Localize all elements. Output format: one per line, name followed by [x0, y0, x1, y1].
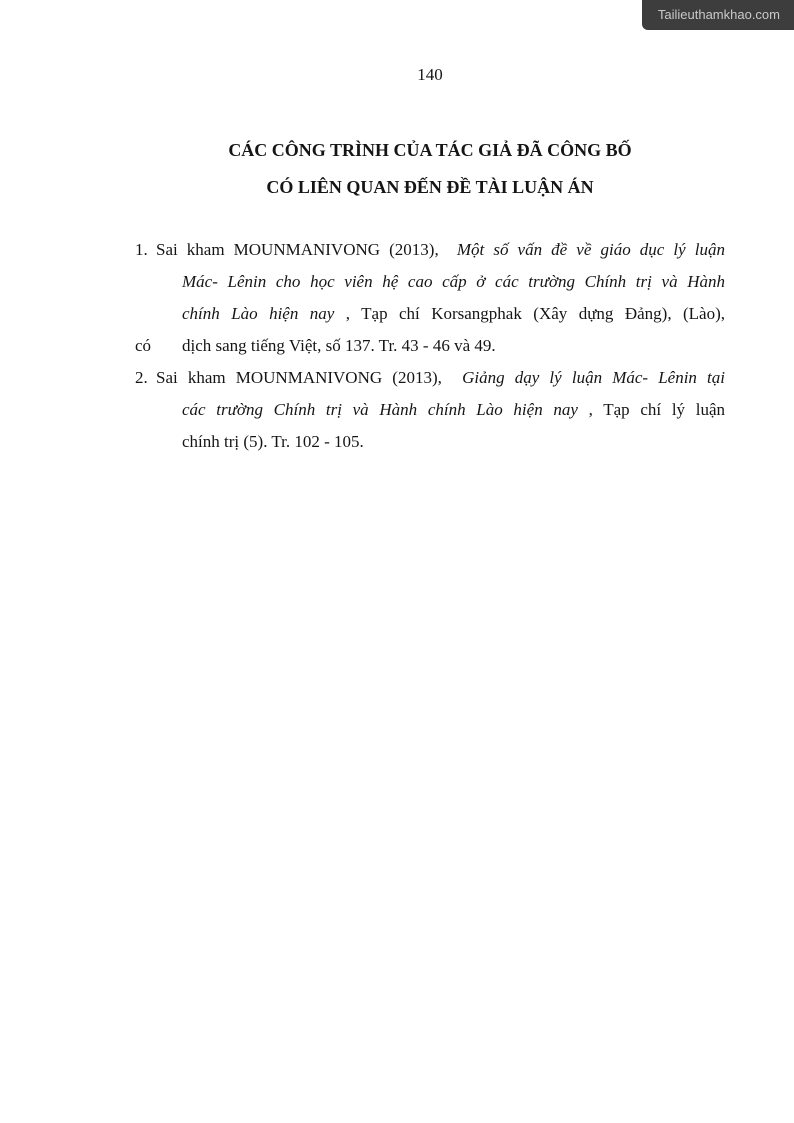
reference-text-segment: , Tạp chí Korsangphak (Xây dựng Đảng), (Lào),	[334, 304, 726, 323]
title-line-2: CÓ LIÊN QUAN ĐẾN ĐỀ TÀI LUẬN ÁN	[266, 177, 594, 197]
reference-line	[135, 234, 725, 266]
margin-word: có	[135, 336, 152, 355]
reference-title-italic: Mác- Lênin cho học viên hệ cao cấp ở các trường Chính trị và Hành	[182, 272, 725, 291]
reference-number: 1.	[135, 240, 148, 259]
reference-line	[135, 298, 725, 330]
reference-number: 2.	[135, 368, 148, 387]
reference-text-segment: Sai kham MOUNMANIVONG (2013),	[156, 368, 463, 387]
reference-title-italic: Một số vấn đề về giáo dục lý luận	[456, 240, 725, 259]
reference-text-segment: Sai kham MOUNMANIVONG (2013),	[156, 240, 457, 259]
title-line-1: CÁC CÔNG TRÌNH CỦA TÁC GIẢ ĐÃ CÔNG BỐ	[228, 140, 632, 160]
reference-line	[135, 266, 725, 298]
reference-line	[135, 330, 725, 362]
page-content	[135, 0, 725, 458]
reference-item-1	[135, 234, 725, 362]
watermark-text: Tailieuthamkhao.com	[657, 7, 780, 22]
reference-text-segment: , Tạp chí lý luận	[577, 400, 725, 419]
reference-title-italic: chính Lào hiện nay	[182, 304, 335, 323]
reference-line	[135, 426, 725, 458]
document-title	[135, 132, 725, 206]
reference-line	[135, 362, 725, 394]
reference-title-italic: Giảng dạy lý luận Mác- Lênin tại	[462, 368, 726, 387]
reference-text-segment: dịch sang tiếng Việt, số 137. Tr. 43 - 46 và 49.	[182, 336, 496, 355]
page-number: 140	[417, 65, 443, 84]
reference-line	[135, 394, 725, 426]
reference-title-italic: các trường Chính trị và Hành chính Lào hiện nay	[182, 400, 578, 419]
reference-text-segment: chính trị (5). Tr. 102 - 105.	[182, 432, 364, 451]
reference-list	[135, 234, 725, 458]
reference-item-2	[135, 362, 725, 458]
